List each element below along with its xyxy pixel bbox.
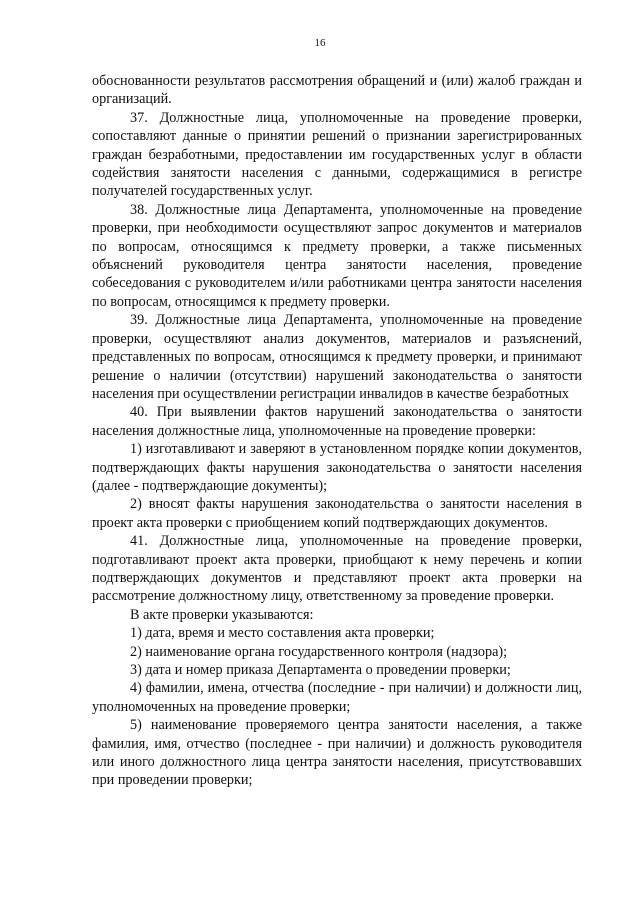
paragraph-38: 38. Должностные лица Департамента, уполномоченные на проведение проверки, при необходимости осуществляют запрос документов и материалов по вопросам, относящимся к предмету проверки, а также письменных объяснений руководителя центра занятости населения, проведение собеседования с руководителем и/или работниками центра занятости населения по вопросам, относящимся к предмету проверки. [92, 201, 582, 310]
act-item-4: 4) фамилии, имена, отчества (последние - при наличии) и должности лиц, уполномоченных на проведение проверки; [92, 680, 582, 715]
act-item-2: 2) наименование органа государственного контроля (надзора); [130, 643, 508, 660]
paragraph-40-item-1: 1) изготавливают и заверяют в установленном порядке копии документов, подтверждающих факты нарушения законодательства о занятости населения (далее - подтверждающие документы); [92, 441, 582, 494]
act-item-1: 1) дата, время и место составления акта проверки; [130, 625, 435, 642]
document-body [92, 72, 582, 790]
act-item-3: 3) дата и номер приказа Департамента о проведении проверки; [130, 662, 511, 678]
paragraph-39: 39. Должностные лица Департамента, уполномоченные на проведение проверки, осуществляют анализ документов, материалов и разъяснений, представленных по вопросам, относящимся к предмету проверки, и принимают решение о наличии (отсутствии) нарушений законодательства о занятости населения при осуществлении регистрации инвалидов в качестве безработных [92, 312, 582, 402]
paragraph-40-item-2: 2) вносят факты нарушения законодательства о занятости населения в проект акта проверки с приобщением копий подтверждающих документов. [92, 496, 582, 531]
act-item-5: 5) наименование проверяемого центра занятости населения, а также фамилия, имя, отчество (последнее - при наличии) и должность руководителя или иного должностного лица центра занятости населения, присутствовавших при проведении проверки; [92, 717, 582, 789]
page-number: 16 [314, 37, 326, 49]
act-contents-heading: В акте проверки указываются: [130, 606, 314, 623]
paragraph-40: 40. При выявлении фактов нарушений законодательства о занятости населения должностные лица, уполномоченные на проведение проверки: [92, 404, 582, 439]
paragraph-41: 41. Должностные лица, уполномоченные на проведение проверки, подготавливают проект акта проверки, приобщают к нему перечень и копии подтверждающих документов и представляют проект акта проверки на рассмотрение должностному лицу, ответственному за проведение проверки. [92, 533, 582, 605]
paragraph-continuation: обоснованности результатов рассмотрения обращений и (или) жалоб граждан и организаций. [92, 73, 582, 108]
paragraph-37: 37. Должностные лица, уполномоченные на проведение проверки, сопоставляют данные о принятии решений о признании зарегистрированных граждан безработными, предоставлении им государственных услуг в области содействия занятости населения с данными, содержащимися в регистре получателей государственных услуг. [92, 109, 582, 200]
